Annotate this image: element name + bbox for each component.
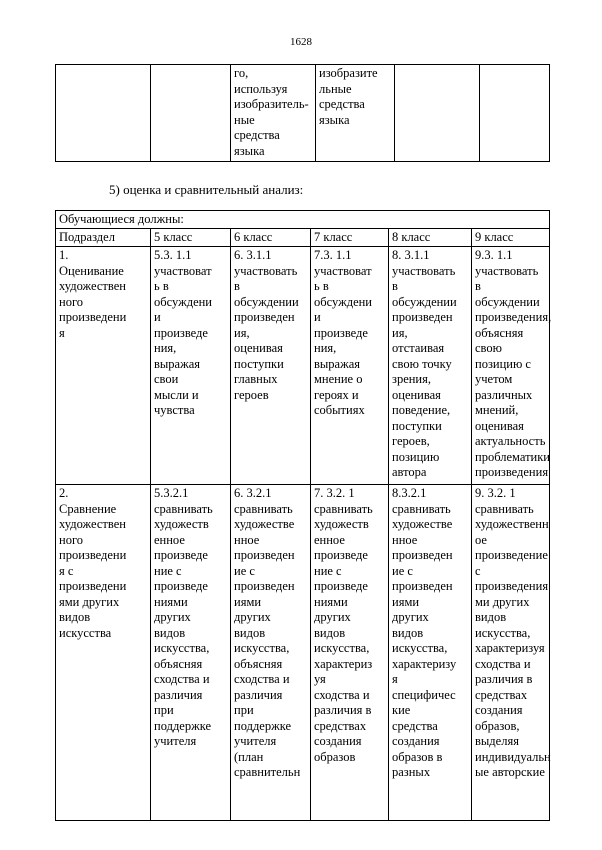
header-grade-9: 9 класс [472, 229, 550, 247]
table-cell [151, 65, 231, 162]
table-cell: 9.3. 1.1 участвовать в обсуждении произведения, объясняя свою позицию с учетом различных мнений, оценивая актуальность проблематики произведения [472, 247, 550, 485]
table-cell: 6. 3.2.1 сравнивать художестве нное произведен ие с произведен иями других видов искусства, объясняя сходства и различия при поддержке учителя (план сравнительн [231, 485, 311, 821]
subsection-cell: 1. Оценивание художествен ного произведени я [56, 247, 151, 485]
table-cell: 8. 3.1.1 участвовать в обсуждении произведен ия, отстаивая свою точку зрения, оценивая поведение, поступки героев, позицию автора [389, 247, 472, 485]
table-row [56, 65, 550, 162]
table-cell: изобразите льные средства языка [316, 65, 395, 162]
table-cell [56, 65, 151, 162]
table-caption-row [56, 211, 550, 229]
table-cell: 5.3. 1.1 участвоват ь в обсуждени и произведе ния, выражая свои мысли и чувства [151, 247, 231, 485]
section-heading: 5) оценка и сравнительный анализ: [109, 182, 304, 197]
table-cell: 7.3. 1.1 участвоват ь в обсуждени и произведе ния, выражая мнение о героях и событиях [311, 247, 389, 485]
learning-outcomes-table [55, 210, 550, 821]
table-cell: 5.3.2.1 сравнивать художеств енное произведе ние с произведе ниями других видов искусства, объясняя сходства и различия при поддержке учителя [151, 485, 231, 821]
table-cell [395, 65, 480, 162]
table-cell: 8.3.2.1 сравнивать художестве нное произведен ие с произведен иями других видов искусства, характеризу я специфичес кие средства создания образов в разных [389, 485, 472, 821]
table-row [56, 485, 550, 821]
page-number: 1628 [290, 36, 312, 48]
subsection-cell: 2. Сравнение художествен ного произведени я с произведени ями других видов искусства [56, 485, 151, 821]
table-row [56, 247, 550, 485]
table-cell: 7. 3.2. 1 сравнивать художеств енное произведе ние с произведе ниями других видов искусства, характериз уя сходства и различия в средствах создания образов [311, 485, 389, 821]
table-header-row [56, 229, 550, 247]
continuation-table [55, 64, 550, 162]
table-cell [480, 65, 550, 162]
table-caption: Обучающиеся должны: [56, 211, 550, 229]
header-subsection: Подраздел [56, 229, 151, 247]
header-grade-5: 5 класс [151, 229, 231, 247]
header-grade-8: 8 класс [389, 229, 472, 247]
header-grade-6: 6 класс [231, 229, 311, 247]
table-cell: 9. 3.2. 1 сравнивать художественн ое произведение с произведения ми других видов искусства, характеризуя сходства и различия в средствах создания образов, выделяя индивидуальн ые авторские [472, 485, 550, 821]
table-cell: 6. 3.1.1 участвовать в обсуждении произведен ия, оценивая поступки главных героев [231, 247, 311, 485]
table-cell: го, используя изобразитель- ные средства языка [231, 65, 316, 162]
header-grade-7: 7 класс [311, 229, 389, 247]
